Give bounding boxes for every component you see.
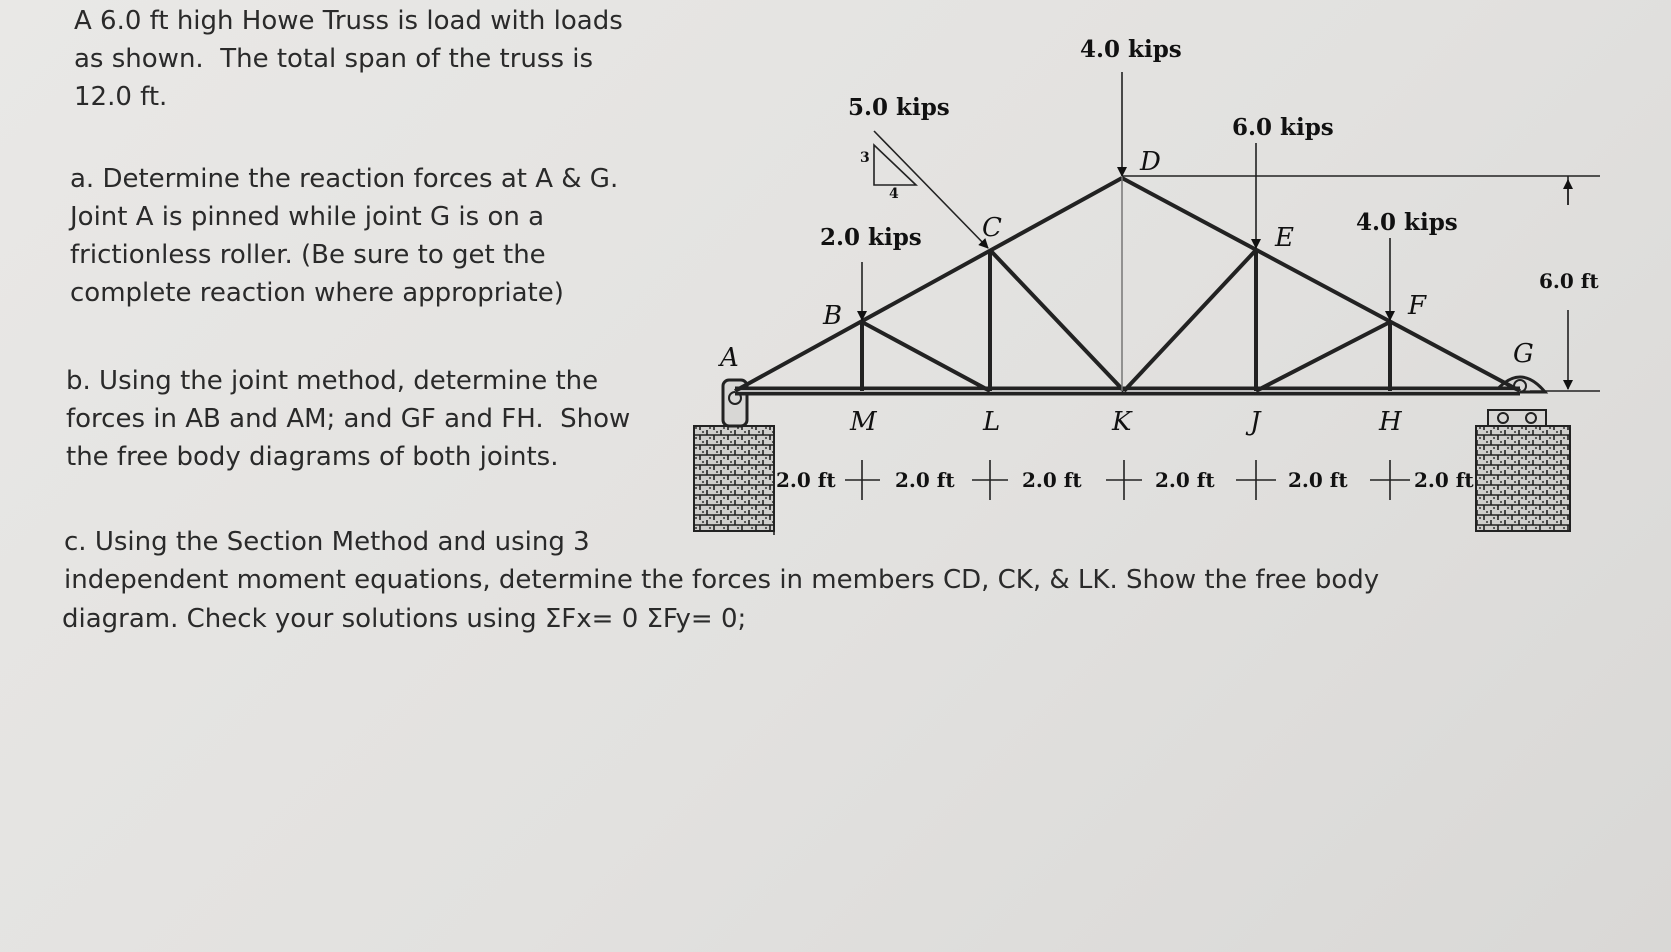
joint-label-e: E — [1275, 223, 1294, 253]
panel-dim-ml: 2.0 ft — [895, 468, 955, 492]
joint-label-l: L — [983, 407, 1001, 437]
load-d — [1080, 36, 1182, 176]
joint-label-a: A — [720, 343, 739, 373]
panel-dimensions — [774, 460, 1474, 535]
load-e-label: 6.0 kips — [1232, 114, 1334, 141]
support-g — [1476, 377, 1570, 531]
part-c-text-line3: diagram. Check your solutions using ΣFx= 0 ΣFy= 0; — [62, 604, 747, 634]
joint-label-j: J — [1250, 407, 1261, 437]
panel-dim-jh: 2.0 ft — [1288, 468, 1348, 492]
joint-label-g: G — [1513, 339, 1534, 369]
load-d-label: 4.0 kips — [1080, 36, 1182, 63]
problem-statement: A 6.0 ft high Howe Truss is load with loads as shown. The total span of the truss is 12.0 ft. — [74, 6, 623, 112]
slope-rise: 3 — [860, 150, 870, 166]
panel-dim-kj: 2.0 ft — [1155, 468, 1215, 492]
panel-dim-am: 2.0 ft — [776, 468, 836, 492]
support-a — [694, 380, 774, 531]
joint-label-f: F — [1408, 291, 1427, 321]
joint-label-b: B — [823, 301, 843, 331]
part-b-text: b. Using the joint method, determine the forces in AB and AM; and GF and FH. Show the free body diagrams of both joints. — [66, 366, 631, 472]
joint-label-d: D — [1140, 147, 1161, 177]
slope-run: 4 — [889, 186, 899, 202]
load-f-label: 4.0 kips — [1356, 209, 1458, 236]
load-c-label: 5.0 kips — [848, 94, 950, 121]
load-b-label: 2.0 kips — [820, 224, 922, 251]
part-a-text: a. Determine the reaction forces at A & G. Joint A is pinned while joint G is on a frictionless roller. (Be sure to get the complete reaction where appropriate) — [70, 164, 619, 308]
panel-dim-lk: 2.0 ft — [1022, 468, 1082, 492]
panel-dim-hg: 2.0 ft — [1414, 468, 1474, 492]
part-c-text-line1: c. Using the Section Method and using 3 — [64, 527, 590, 557]
vertical-members — [862, 250, 1390, 391]
part-c-text-line2: independent moment equations, determine the forces in members CD, CK, & LK. Show the free body — [64, 565, 1380, 595]
joint-label-h: H — [1379, 407, 1402, 437]
slope-triangle — [874, 145, 916, 185]
joint-label-c: C — [982, 213, 1002, 243]
joint-label-m: M — [850, 407, 877, 437]
diagonal-members — [862, 250, 1390, 391]
joint-label-k: K — [1112, 407, 1132, 437]
height-dimension-label: 6.0 ft — [1539, 269, 1599, 293]
load-f — [1356, 209, 1458, 320]
